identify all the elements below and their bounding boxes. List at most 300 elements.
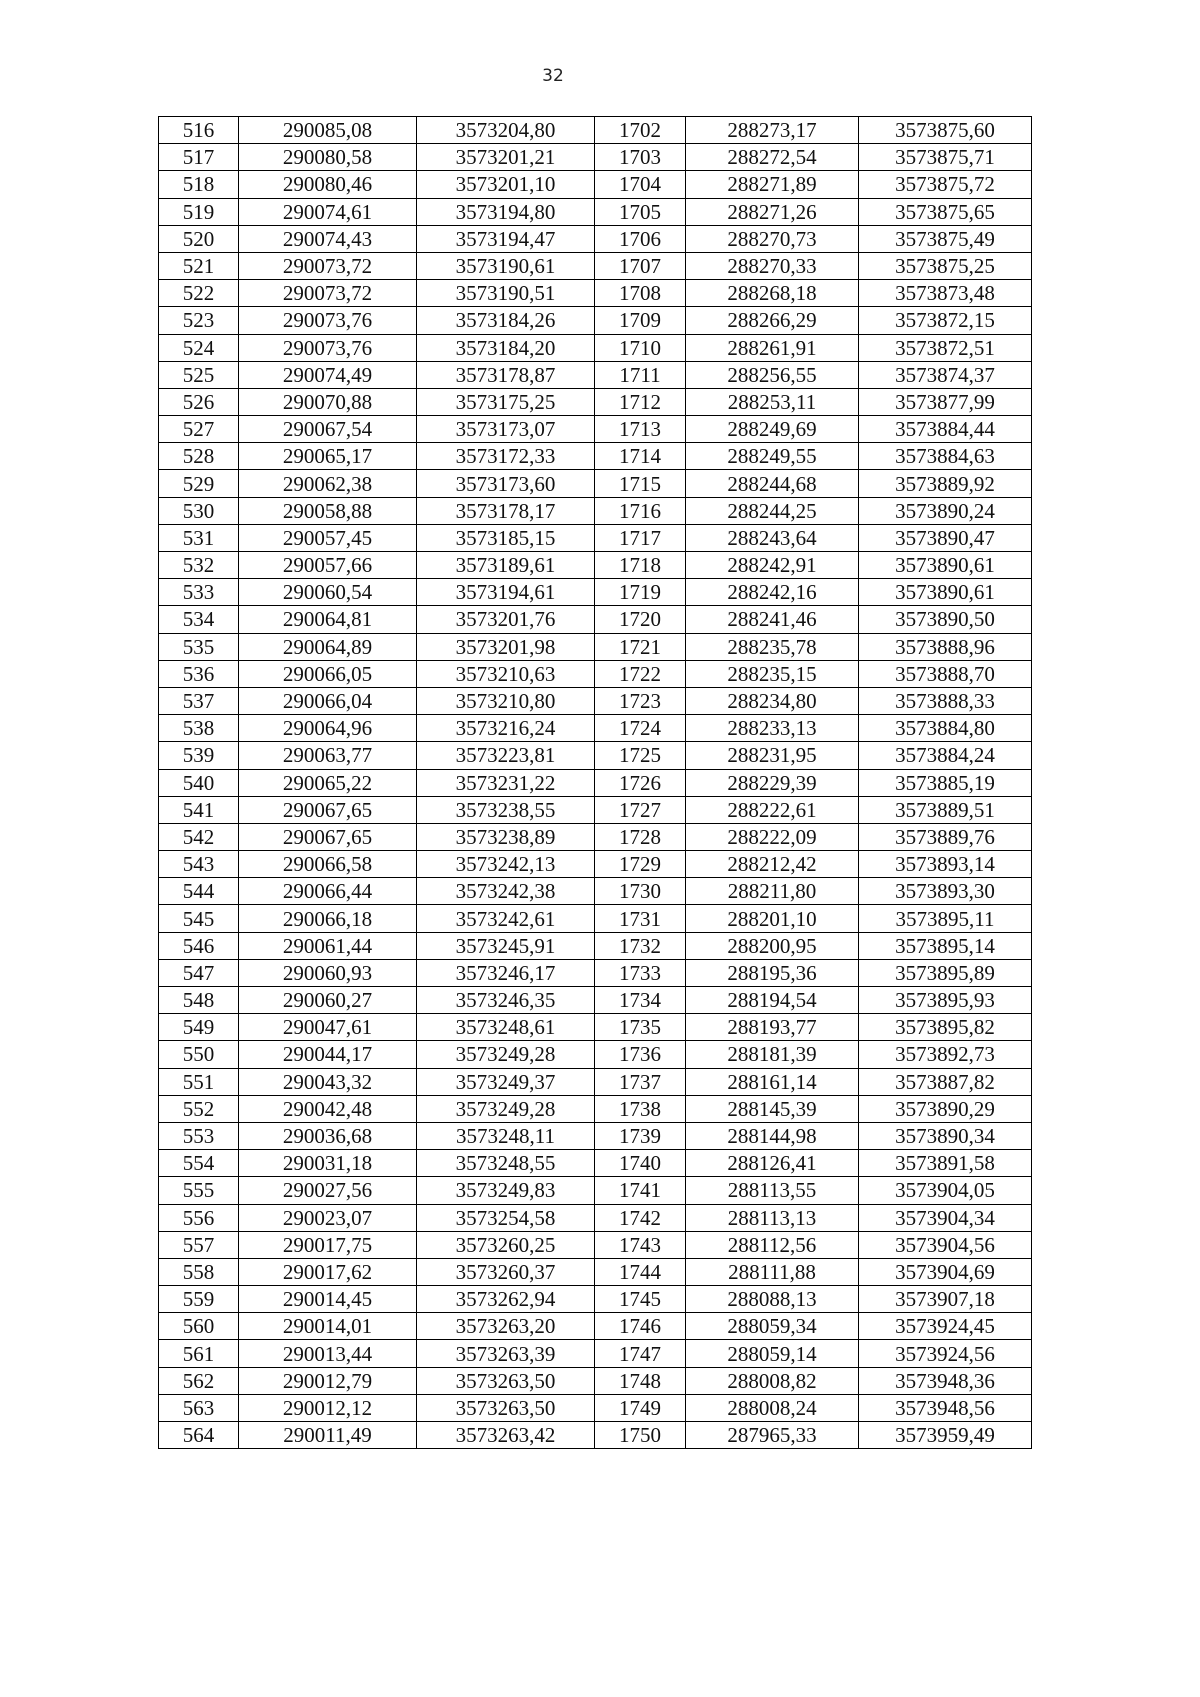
y-coordinate-right: 3573889,76 — [859, 823, 1032, 850]
table-row — [159, 497, 1032, 524]
y-coordinate-right: 3573893,30 — [859, 878, 1032, 905]
point-number-right: 1737 — [595, 1068, 686, 1095]
x-coordinate-left: 290065,17 — [239, 443, 417, 470]
x-coordinate-left: 290063,77 — [239, 742, 417, 769]
y-coordinate-right: 3573924,56 — [859, 1340, 1032, 1367]
table-row — [159, 579, 1032, 606]
point-number-left: 528 — [159, 443, 239, 470]
x-coordinate-right: 288270,73 — [686, 225, 859, 252]
x-coordinate-left: 290047,61 — [239, 1014, 417, 1041]
x-coordinate-right: 288193,77 — [686, 1014, 859, 1041]
table-row — [159, 905, 1032, 932]
y-coordinate-right: 3573895,11 — [859, 905, 1032, 932]
point-number-left: 519 — [159, 198, 239, 225]
y-coordinate-right: 3573895,14 — [859, 932, 1032, 959]
y-coordinate-right: 3573888,96 — [859, 633, 1032, 660]
y-coordinate-right: 3573875,72 — [859, 171, 1032, 198]
y-coordinate-right: 3573887,82 — [859, 1068, 1032, 1095]
x-coordinate-right: 288271,89 — [686, 171, 859, 198]
point-number-left: 533 — [159, 579, 239, 606]
x-coordinate-right: 288273,17 — [686, 117, 859, 144]
table-row — [159, 1394, 1032, 1421]
y-coordinate-left: 3573204,80 — [417, 117, 595, 144]
y-coordinate-left: 3573216,24 — [417, 715, 595, 742]
x-coordinate-left: 290060,27 — [239, 987, 417, 1014]
y-coordinate-right: 3573895,82 — [859, 1014, 1032, 1041]
y-coordinate-left: 3573184,20 — [417, 334, 595, 361]
point-number-right: 1703 — [595, 144, 686, 171]
point-number-left: 552 — [159, 1095, 239, 1122]
y-coordinate-right: 3573948,36 — [859, 1367, 1032, 1394]
point-number-right: 1704 — [595, 171, 686, 198]
point-number-left: 561 — [159, 1340, 239, 1367]
table-row — [159, 552, 1032, 579]
point-number-right: 1714 — [595, 443, 686, 470]
table-row — [159, 524, 1032, 551]
y-coordinate-left: 3573173,60 — [417, 470, 595, 497]
page-number: 32 — [542, 66, 564, 86]
y-coordinate-right: 3573890,47 — [859, 524, 1032, 551]
point-number-left: 525 — [159, 361, 239, 388]
x-coordinate-right: 288256,55 — [686, 361, 859, 388]
x-coordinate-left: 290014,45 — [239, 1286, 417, 1313]
y-coordinate-left: 3573190,61 — [417, 252, 595, 279]
point-number-right: 1720 — [595, 606, 686, 633]
x-coordinate-right: 288144,98 — [686, 1122, 859, 1149]
point-number-left: 531 — [159, 524, 239, 551]
y-coordinate-left: 3573175,25 — [417, 388, 595, 415]
point-number-right: 1713 — [595, 416, 686, 443]
table-row — [159, 1367, 1032, 1394]
x-coordinate-right: 288261,91 — [686, 334, 859, 361]
point-number-right: 1736 — [595, 1041, 686, 1068]
point-number-left: 553 — [159, 1122, 239, 1149]
x-coordinate-left: 290057,66 — [239, 552, 417, 579]
point-number-left: 557 — [159, 1231, 239, 1258]
y-coordinate-left: 3573242,61 — [417, 905, 595, 932]
y-coordinate-left: 3573242,13 — [417, 851, 595, 878]
y-coordinate-right: 3573890,29 — [859, 1095, 1032, 1122]
point-number-left: 543 — [159, 851, 239, 878]
point-number-right: 1743 — [595, 1231, 686, 1258]
x-coordinate-left: 290070,88 — [239, 388, 417, 415]
table-row — [159, 1150, 1032, 1177]
x-coordinate-right: 288270,33 — [686, 252, 859, 279]
point-number-right: 1728 — [595, 823, 686, 850]
y-coordinate-right: 3573884,63 — [859, 443, 1032, 470]
x-coordinate-left: 290044,17 — [239, 1041, 417, 1068]
x-coordinate-right: 288059,34 — [686, 1313, 859, 1340]
y-coordinate-left: 3573260,37 — [417, 1258, 595, 1285]
table-row — [159, 660, 1032, 687]
y-coordinate-left: 3573184,26 — [417, 307, 595, 334]
x-coordinate-left: 290064,81 — [239, 606, 417, 633]
x-coordinate-left: 290031,18 — [239, 1150, 417, 1177]
table-row — [159, 1286, 1032, 1313]
point-number-left: 536 — [159, 660, 239, 687]
table-row — [159, 334, 1032, 361]
table-row — [159, 633, 1032, 660]
y-coordinate-right: 3573895,89 — [859, 959, 1032, 986]
x-coordinate-right: 288231,95 — [686, 742, 859, 769]
x-coordinate-left: 290017,75 — [239, 1231, 417, 1258]
table-row — [159, 851, 1032, 878]
x-coordinate-right: 288242,91 — [686, 552, 859, 579]
y-coordinate-right: 3573948,56 — [859, 1394, 1032, 1421]
x-coordinate-left: 290073,72 — [239, 252, 417, 279]
x-coordinate-right: 288233,13 — [686, 715, 859, 742]
point-number-right: 1707 — [595, 252, 686, 279]
y-coordinate-left: 3573249,37 — [417, 1068, 595, 1095]
y-coordinate-right: 3573924,45 — [859, 1313, 1032, 1340]
point-number-left: 547 — [159, 959, 239, 986]
point-number-left: 548 — [159, 987, 239, 1014]
y-coordinate-right: 3573875,25 — [859, 252, 1032, 279]
x-coordinate-left: 290042,48 — [239, 1095, 417, 1122]
y-coordinate-right: 3573874,37 — [859, 361, 1032, 388]
point-number-right: 1709 — [595, 307, 686, 334]
point-number-left: 560 — [159, 1313, 239, 1340]
x-coordinate-right: 288235,15 — [686, 660, 859, 687]
point-number-right: 1741 — [595, 1177, 686, 1204]
x-coordinate-left: 290013,44 — [239, 1340, 417, 1367]
y-coordinate-left: 3573262,94 — [417, 1286, 595, 1313]
x-coordinate-right: 288195,36 — [686, 959, 859, 986]
x-coordinate-left: 290014,01 — [239, 1313, 417, 1340]
x-coordinate-left: 290012,12 — [239, 1394, 417, 1421]
y-coordinate-left: 3573223,81 — [417, 742, 595, 769]
y-coordinate-right: 3573890,61 — [859, 579, 1032, 606]
table-row — [159, 307, 1032, 334]
point-number-left: 518 — [159, 171, 239, 198]
x-coordinate-right: 288211,80 — [686, 878, 859, 905]
point-number-left: 532 — [159, 552, 239, 579]
point-number-right: 1706 — [595, 225, 686, 252]
y-coordinate-left: 3573185,15 — [417, 524, 595, 551]
point-number-left: 524 — [159, 334, 239, 361]
x-coordinate-right: 288266,29 — [686, 307, 859, 334]
y-coordinate-right: 3573907,18 — [859, 1286, 1032, 1313]
point-number-left: 550 — [159, 1041, 239, 1068]
x-coordinate-left: 290067,65 — [239, 796, 417, 823]
y-coordinate-left: 3573248,55 — [417, 1150, 595, 1177]
x-coordinate-right: 288222,09 — [686, 823, 859, 850]
y-coordinate-left: 3573178,17 — [417, 497, 595, 524]
x-coordinate-left: 290064,89 — [239, 633, 417, 660]
y-coordinate-left: 3573201,10 — [417, 171, 595, 198]
point-number-right: 1731 — [595, 905, 686, 932]
point-number-right: 1716 — [595, 497, 686, 524]
y-coordinate-right: 3573889,51 — [859, 796, 1032, 823]
x-coordinate-right: 288212,42 — [686, 851, 859, 878]
point-number-right: 1747 — [595, 1340, 686, 1367]
x-coordinate-left: 290062,38 — [239, 470, 417, 497]
point-number-right: 1729 — [595, 851, 686, 878]
y-coordinate-right: 3573884,24 — [859, 742, 1032, 769]
point-number-right: 1705 — [595, 198, 686, 225]
y-coordinate-left: 3573249,83 — [417, 1177, 595, 1204]
x-coordinate-left: 290066,04 — [239, 687, 417, 714]
x-coordinate-right: 288145,39 — [686, 1095, 859, 1122]
point-number-right: 1735 — [595, 1014, 686, 1041]
table-row — [159, 117, 1032, 144]
table-row — [159, 1068, 1032, 1095]
point-number-right: 1719 — [595, 579, 686, 606]
point-number-left: 545 — [159, 905, 239, 932]
table-row — [159, 959, 1032, 986]
point-number-left: 564 — [159, 1422, 239, 1449]
y-coordinate-right: 3573959,49 — [859, 1422, 1032, 1449]
point-number-left: 538 — [159, 715, 239, 742]
y-coordinate-right: 3573884,44 — [859, 416, 1032, 443]
table-row — [159, 361, 1032, 388]
x-coordinate-right: 288234,80 — [686, 687, 859, 714]
point-number-right: 1733 — [595, 959, 686, 986]
point-number-right: 1748 — [595, 1367, 686, 1394]
x-coordinate-left: 290060,93 — [239, 959, 417, 986]
y-coordinate-left: 3573189,61 — [417, 552, 595, 579]
y-coordinate-left: 3573263,42 — [417, 1422, 595, 1449]
x-coordinate-right: 288249,55 — [686, 443, 859, 470]
x-coordinate-left: 290080,46 — [239, 171, 417, 198]
table-row — [159, 1204, 1032, 1231]
point-number-left: 521 — [159, 252, 239, 279]
x-coordinate-right: 288249,69 — [686, 416, 859, 443]
y-coordinate-right: 3573888,33 — [859, 687, 1032, 714]
point-number-left: 539 — [159, 742, 239, 769]
table-row — [159, 252, 1032, 279]
y-coordinate-right: 3573895,93 — [859, 987, 1032, 1014]
table-row — [159, 1041, 1032, 1068]
y-coordinate-left: 3573194,47 — [417, 225, 595, 252]
x-coordinate-left: 290017,62 — [239, 1258, 417, 1285]
table-row — [159, 280, 1032, 307]
point-number-right: 1718 — [595, 552, 686, 579]
x-coordinate-left: 290073,72 — [239, 280, 417, 307]
x-coordinate-left: 290066,44 — [239, 878, 417, 905]
x-coordinate-right: 288008,82 — [686, 1367, 859, 1394]
y-coordinate-right: 3573904,56 — [859, 1231, 1032, 1258]
y-coordinate-left: 3573254,58 — [417, 1204, 595, 1231]
x-coordinate-left: 290023,07 — [239, 1204, 417, 1231]
table-row — [159, 1177, 1032, 1204]
table-row — [159, 1014, 1032, 1041]
table-row — [159, 1095, 1032, 1122]
y-coordinate-right: 3573872,51 — [859, 334, 1032, 361]
point-number-left: 542 — [159, 823, 239, 850]
point-number-left: 541 — [159, 796, 239, 823]
x-coordinate-right: 288088,13 — [686, 1286, 859, 1313]
x-coordinate-left: 290065,22 — [239, 769, 417, 796]
point-number-right: 1742 — [595, 1204, 686, 1231]
point-number-right: 1715 — [595, 470, 686, 497]
y-coordinate-left: 3573201,98 — [417, 633, 595, 660]
x-coordinate-left: 290061,44 — [239, 932, 417, 959]
table-row — [159, 823, 1032, 850]
y-coordinate-right: 3573890,61 — [859, 552, 1032, 579]
table-row — [159, 1258, 1032, 1285]
y-coordinate-right: 3573884,80 — [859, 715, 1032, 742]
table-row — [159, 470, 1032, 497]
x-coordinate-right: 288008,24 — [686, 1394, 859, 1421]
y-coordinate-right: 3573890,34 — [859, 1122, 1032, 1149]
y-coordinate-right: 3573893,14 — [859, 851, 1032, 878]
point-number-right: 1708 — [595, 280, 686, 307]
x-coordinate-right: 288194,54 — [686, 987, 859, 1014]
x-coordinate-right: 288271,26 — [686, 198, 859, 225]
y-coordinate-right: 3573875,49 — [859, 225, 1032, 252]
point-number-left: 522 — [159, 280, 239, 307]
point-number-left: 535 — [159, 633, 239, 660]
y-coordinate-right: 3573904,69 — [859, 1258, 1032, 1285]
point-number-left: 558 — [159, 1258, 239, 1285]
table-row — [159, 932, 1032, 959]
point-number-left: 537 — [159, 687, 239, 714]
point-number-left: 554 — [159, 1150, 239, 1177]
table-row — [159, 987, 1032, 1014]
y-coordinate-left: 3573238,89 — [417, 823, 595, 850]
x-coordinate-left: 290074,43 — [239, 225, 417, 252]
point-number-right: 1734 — [595, 987, 686, 1014]
point-number-left: 556 — [159, 1204, 239, 1231]
point-number-right: 1732 — [595, 932, 686, 959]
point-number-right: 1712 — [595, 388, 686, 415]
y-coordinate-left: 3573238,55 — [417, 796, 595, 823]
point-number-right: 1721 — [595, 633, 686, 660]
point-number-right: 1722 — [595, 660, 686, 687]
x-coordinate-left: 290066,05 — [239, 660, 417, 687]
point-number-left: 523 — [159, 307, 239, 334]
x-coordinate-left: 290043,32 — [239, 1068, 417, 1095]
y-coordinate-right: 3573875,65 — [859, 198, 1032, 225]
y-coordinate-left: 3573249,28 — [417, 1041, 595, 1068]
point-number-right: 1745 — [595, 1286, 686, 1313]
table-row — [159, 171, 1032, 198]
point-number-right: 1710 — [595, 334, 686, 361]
x-coordinate-left: 290073,76 — [239, 307, 417, 334]
x-coordinate-right: 288059,14 — [686, 1340, 859, 1367]
y-coordinate-left: 3573210,63 — [417, 660, 595, 687]
y-coordinate-right: 3573890,24 — [859, 497, 1032, 524]
point-number-left: 544 — [159, 878, 239, 905]
x-coordinate-right: 287965,33 — [686, 1422, 859, 1449]
point-number-right: 1749 — [595, 1394, 686, 1421]
table-row — [159, 742, 1032, 769]
y-coordinate-left: 3573201,76 — [417, 606, 595, 633]
y-coordinate-left: 3573242,38 — [417, 878, 595, 905]
x-coordinate-right: 288181,39 — [686, 1041, 859, 1068]
y-coordinate-right: 3573872,15 — [859, 307, 1032, 334]
point-number-right: 1702 — [595, 117, 686, 144]
y-coordinate-left: 3573231,22 — [417, 769, 595, 796]
table-row — [159, 1122, 1032, 1149]
x-coordinate-left: 290073,76 — [239, 334, 417, 361]
y-coordinate-left: 3573245,91 — [417, 932, 595, 959]
point-number-right: 1727 — [595, 796, 686, 823]
x-coordinate-right: 288126,41 — [686, 1150, 859, 1177]
y-coordinate-right: 3573890,50 — [859, 606, 1032, 633]
y-coordinate-left: 3573263,50 — [417, 1367, 595, 1394]
x-coordinate-left: 290067,54 — [239, 416, 417, 443]
x-coordinate-left: 290067,65 — [239, 823, 417, 850]
table-row — [159, 769, 1032, 796]
y-coordinate-right: 3573875,71 — [859, 144, 1032, 171]
x-coordinate-right: 288112,56 — [686, 1231, 859, 1258]
x-coordinate-right: 288113,55 — [686, 1177, 859, 1204]
x-coordinate-left: 290027,56 — [239, 1177, 417, 1204]
x-coordinate-left: 290060,54 — [239, 579, 417, 606]
x-coordinate-right: 288201,10 — [686, 905, 859, 932]
y-coordinate-left: 3573263,50 — [417, 1394, 595, 1421]
y-coordinate-right: 3573904,05 — [859, 1177, 1032, 1204]
table-row — [159, 606, 1032, 633]
y-coordinate-left: 3573201,21 — [417, 144, 595, 171]
x-coordinate-right: 288235,78 — [686, 633, 859, 660]
x-coordinate-left: 290074,61 — [239, 198, 417, 225]
x-coordinate-left: 290074,49 — [239, 361, 417, 388]
x-coordinate-right: 288244,68 — [686, 470, 859, 497]
point-number-left: 549 — [159, 1014, 239, 1041]
point-number-right: 1746 — [595, 1313, 686, 1340]
y-coordinate-right: 3573892,73 — [859, 1041, 1032, 1068]
point-number-left: 527 — [159, 416, 239, 443]
y-coordinate-left: 3573173,07 — [417, 416, 595, 443]
x-coordinate-left: 290066,18 — [239, 905, 417, 932]
table-row — [159, 1422, 1032, 1449]
point-number-left: 529 — [159, 470, 239, 497]
point-number-left: 555 — [159, 1177, 239, 1204]
point-number-left: 526 — [159, 388, 239, 415]
x-coordinate-right: 288229,39 — [686, 769, 859, 796]
x-coordinate-right: 288272,54 — [686, 144, 859, 171]
y-coordinate-left: 3573194,61 — [417, 579, 595, 606]
point-number-left: 562 — [159, 1367, 239, 1394]
point-number-left: 551 — [159, 1068, 239, 1095]
y-coordinate-left: 3573172,33 — [417, 443, 595, 470]
y-coordinate-left: 3573263,39 — [417, 1340, 595, 1367]
point-number-right: 1739 — [595, 1122, 686, 1149]
x-coordinate-left: 290058,88 — [239, 497, 417, 524]
table-row — [159, 416, 1032, 443]
coordinates-table — [158, 116, 1032, 1449]
x-coordinate-right: 288111,88 — [686, 1258, 859, 1285]
table-row — [159, 388, 1032, 415]
x-coordinate-right: 288161,14 — [686, 1068, 859, 1095]
y-coordinate-right: 3573885,19 — [859, 769, 1032, 796]
x-coordinate-left: 290066,58 — [239, 851, 417, 878]
y-coordinate-left: 3573246,17 — [417, 959, 595, 986]
y-coordinate-left: 3573248,61 — [417, 1014, 595, 1041]
point-number-right: 1740 — [595, 1150, 686, 1177]
x-coordinate-right: 288113,13 — [686, 1204, 859, 1231]
x-coordinate-left: 290057,45 — [239, 524, 417, 551]
point-number-right: 1744 — [595, 1258, 686, 1285]
point-number-right: 1723 — [595, 687, 686, 714]
x-coordinate-right: 288242,16 — [686, 579, 859, 606]
x-coordinate-right: 288241,46 — [686, 606, 859, 633]
y-coordinate-left: 3573260,25 — [417, 1231, 595, 1258]
point-number-left: 530 — [159, 497, 239, 524]
y-coordinate-right: 3573873,48 — [859, 280, 1032, 307]
y-coordinate-left: 3573210,80 — [417, 687, 595, 714]
x-coordinate-right: 288222,61 — [686, 796, 859, 823]
x-coordinate-left: 290012,79 — [239, 1367, 417, 1394]
point-number-left: 563 — [159, 1394, 239, 1421]
table-row — [159, 796, 1032, 823]
point-number-right: 1725 — [595, 742, 686, 769]
point-number-left: 540 — [159, 769, 239, 796]
table-row — [159, 715, 1032, 742]
